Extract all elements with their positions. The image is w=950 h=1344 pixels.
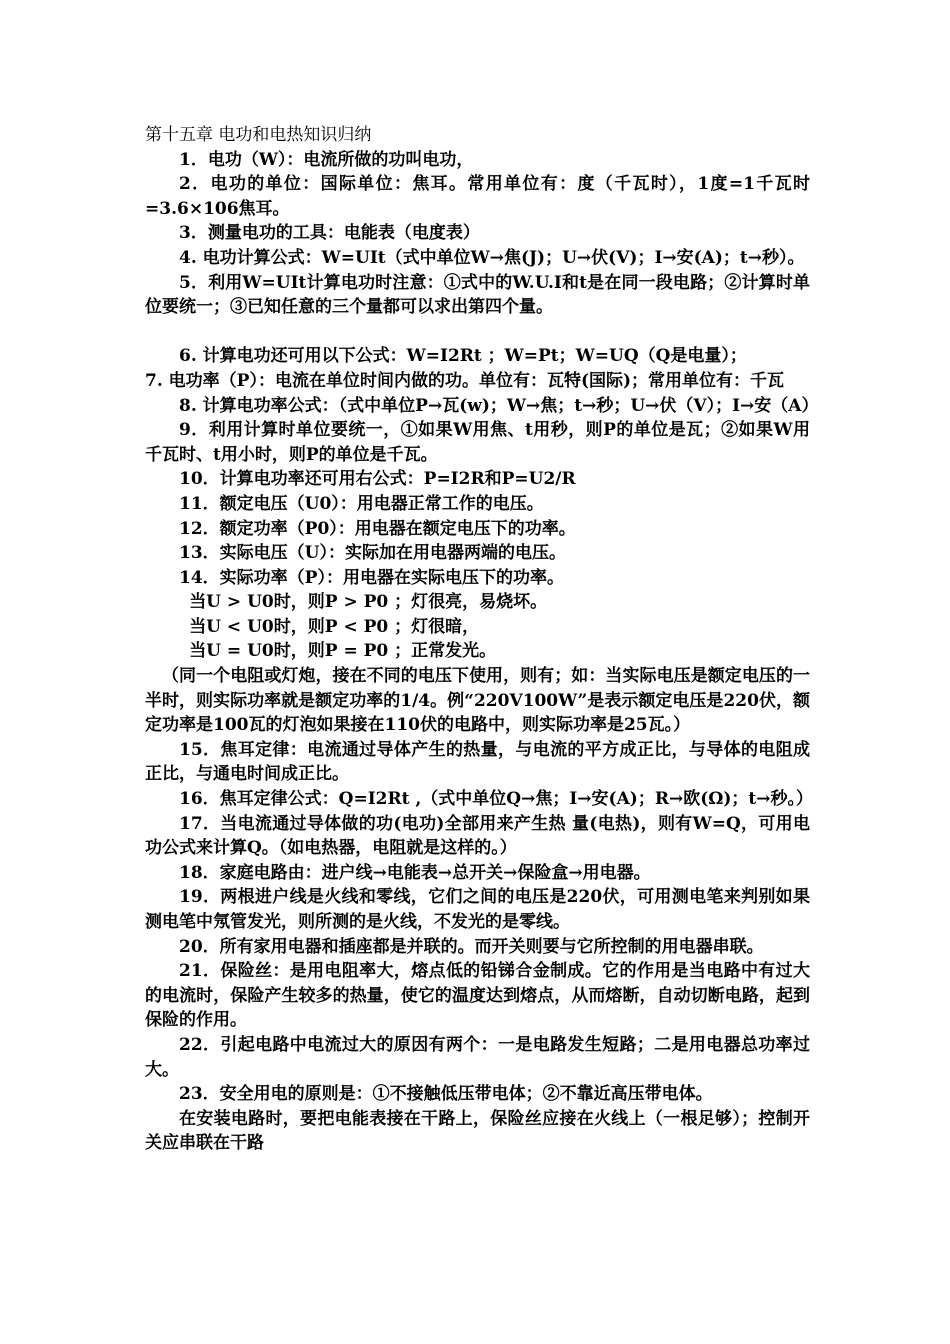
item-18: 18．家庭电路由：进户线→电能表→总开关→保险盒→用电器。 bbox=[179, 862, 651, 883]
item-2: 2．电功的单位：国际单位：焦耳。常用单位有：度（千瓦时），1度=1千瓦时=3.6×106焦耳。 bbox=[145, 174, 810, 219]
chapter-title: 第十五章 电功和电热知识归纳 bbox=[145, 125, 372, 145]
item-21: 21．保险丝：是用电阻率大，熔点低的铅锑合金制成。它的作用是当电路中有过大的电流时，保险产生较多的热量，使它的温度达到熔点，从而熔断，自动切断电路，起到保险的作用。 bbox=[145, 961, 810, 1031]
condition-1: 当U > U0时，则P > P0 ；灯很亮，易烧坏。 bbox=[189, 592, 548, 613]
condition-3: 当U = U0时，则P = P0 ；正常发光。 bbox=[189, 641, 497, 662]
item-23: 23．安全用电的原则是：①不接触低压带电体；②不靠近高压带电体。 bbox=[179, 1084, 713, 1105]
blank-line bbox=[145, 320, 810, 345]
item-6: 6. 计算电功还可用以下公式：W=I2Rt ；W=Pt；W=UQ（Q是电量）； bbox=[179, 346, 747, 367]
condition-2: 当U < U0时，则P < P0 ；灯很暗， bbox=[189, 616, 480, 637]
item-14: 14．实际功率（P）：用电器在实际电压下的功率。 bbox=[179, 567, 564, 588]
item-20: 20．所有家用电器和插座都是并联的。而开关则要与它所控制的用电器串联。 bbox=[179, 936, 764, 957]
item-11: 11．额定电压（U0）：用电器正常工作的电压。 bbox=[179, 493, 544, 514]
item-3: 3．测量电功的工具：电能表（电度表） bbox=[179, 223, 480, 244]
item-7: 7. 电功率（P）：电流在单位时间内做的功。单位有：瓦特(国际)；常用单位有：千瓦 bbox=[145, 370, 785, 391]
item-12: 12．额定功率（P0）：用电器在额定电压下的功率。 bbox=[179, 518, 576, 539]
closing-paragraph: 在安装电路时，要把电能表接在干路上，保险丝应接在火线上（一根足够）；控制开关应串联在干路 bbox=[145, 1108, 810, 1154]
item-13: 13．实际电压（U）：实际加在用电器两端的电压。 bbox=[179, 543, 566, 564]
item-8: 8. 计算电功率公式：（式中单位P→瓦(w)；W→焦；t→秒；U→伏（V）；I→安（A） bbox=[179, 395, 819, 416]
item-15: 15．焦耳定律：电流通过导体产生的热量，与电流的平方成正比，与导体的电阻成正比，与通电时间成正比。 bbox=[145, 739, 810, 785]
item-9: 9．利用计算时单位要统一，①如果W用焦、t用秒，则P的单位是瓦；②如果W用千瓦时、t用小时，则P的单位是千瓦。 bbox=[145, 420, 810, 465]
item-16: 16．焦耳定律公式：Q=I2Rt ,（式中单位Q→焦；I→安(A)；R→欧(Ω)；t→秒。） bbox=[179, 789, 814, 810]
item-19: 19．两根进户线是火线和零线，它们之间的电压是220伏，可用测电笔来判别如果测电笔中氖管发光，则所测的是火线，不发光的是零线。 bbox=[145, 887, 810, 932]
item-22: 22．引起电路中电流过大的原因有两个：一是电路发生短路；二是用电器总功率过大。 bbox=[145, 1034, 810, 1080]
item-4: 4. 电功计算公式：W=UIt（式中单位W→焦(J)；U→伏(V)；I→安(A)；t→秒）。 bbox=[179, 247, 805, 268]
power-note: （同一个电阻或灯炮，接在不同的电压下使用，则有；如：当实际电压是额定电压的一半时，则实际功率就是额定功率的1/4。例“220V100W”是表示额定电压是220伏，额定功率是100瓦的灯泡如果接在110伏的电路中，则实际功率是25瓦。） bbox=[145, 666, 810, 736]
item-5: 5．利用W=UIt计算电功时注意：①式中的W.U.I和t是在同一段电路；②计算时单位要统一；③已知任意的三个量都可以求出第四个量。 bbox=[145, 272, 810, 318]
document-body bbox=[145, 123, 819, 1156]
item-1: 1．电功（W）：电流所做的功叫电功， bbox=[179, 149, 474, 170]
item-17: 17．当电流通过导体做的功(电功)全部用来产生热 量(电热)，则有W=Q，可用电功公式来计算Q。（如电热器，电阻就是这样的。） bbox=[145, 813, 810, 859]
item-10: 10．计算电功率还可用右公式：P=I2R和P=U2/R bbox=[179, 469, 576, 490]
